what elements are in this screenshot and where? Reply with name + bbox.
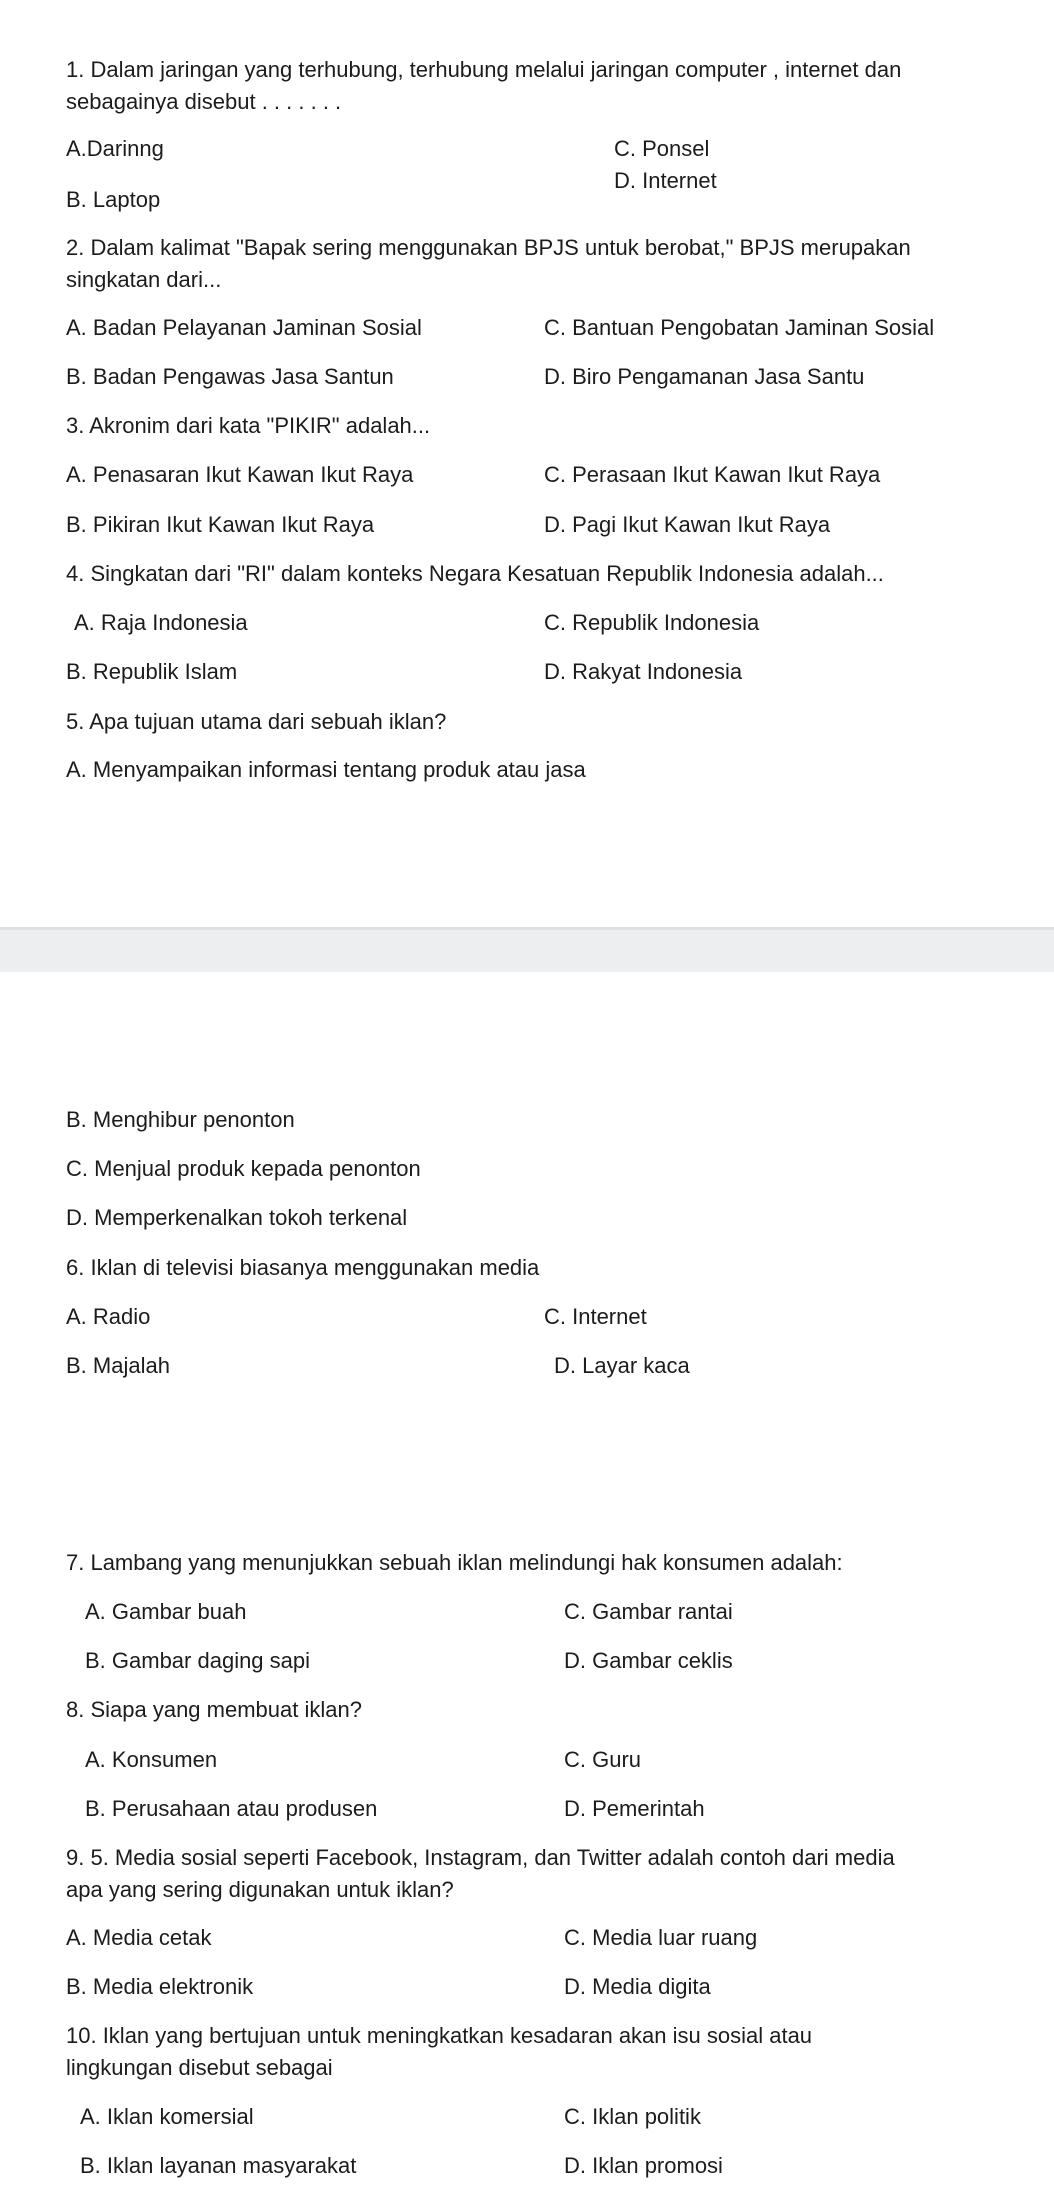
question-4-option-b: B. Republik Islam	[66, 659, 238, 684]
question-4-text: 4. Singkatan dari "RI" dalam konteks Negara Kesatuan Republik Indonesia adalah...	[66, 561, 884, 586]
question-10-text-cont: lingkungan disebut sebagai	[66, 2055, 333, 2080]
question-2-option-b: B. Badan Pengawas Jasa Santun	[66, 364, 394, 389]
question-1-option-b: B. Laptop	[66, 187, 161, 212]
question-7-text: 7. Lambang yang menunjukkan sebuah iklan melindungi hak konsumen adalah:	[66, 1550, 843, 1575]
question-7-option-a: A. Gambar buah	[85, 1599, 247, 1624]
question-4-option-a: A. Raja Indonesia	[74, 610, 248, 635]
question-9-option-a: A. Media cetak	[66, 1925, 212, 1950]
question-10-option-c: C. Iklan politik	[564, 2104, 701, 2129]
question-1-option-c: C. Ponsel	[614, 136, 710, 161]
question-10-option-d: D. Iklan promosi	[564, 2153, 723, 2178]
question-6-option-c: C. Internet	[544, 1304, 647, 1329]
question-10-option-a: A. Iklan komersial	[80, 2104, 254, 2129]
question-9-option-d: D. Media digita	[564, 1974, 711, 1999]
question-3-option-c: C. Perasaan Ikut Kawan Ikut Raya	[544, 462, 881, 487]
question-2-text: 2. Dalam kalimat "Bapak sering menggunakan BPJS untuk berobat," BPJS merupakan	[66, 235, 911, 260]
question-1-text-cont: sebagainya disebut . . . . . . .	[66, 89, 342, 114]
question-7-option-d: D. Gambar ceklis	[564, 1648, 733, 1673]
question-5-option-d: D. Memperkenalkan tokoh terkenal	[66, 1205, 408, 1230]
question-7-option-c: C. Gambar rantai	[564, 1599, 733, 1624]
question-4-option-c: C. Republik Indonesia	[544, 610, 760, 635]
question-6-text: 6. Iklan di televisi biasanya menggunakan media	[66, 1255, 540, 1280]
question-4-option-d: D. Rakyat Indonesia	[544, 659, 743, 684]
question-3-option-d: D. Pagi Ikut Kawan Ikut Raya	[544, 512, 831, 537]
question-3-option-b: B. Pikiran Ikut Kawan Ikut Raya	[66, 512, 375, 537]
question-2-option-a: A. Badan Pelayanan Jaminan Sosial	[66, 315, 422, 340]
question-10-option-b: B. Iklan layanan masyarakat	[80, 2153, 357, 2178]
question-8-option-c: C. Guru	[564, 1747, 642, 1772]
question-6-option-d: D. Layar kaca	[554, 1353, 690, 1378]
question-3-text: 3. Akronim dari kata "PIKIR" adalah...	[66, 413, 431, 438]
page-break-divider	[0, 927, 1054, 972]
question-6-option-b: B. Majalah	[66, 1353, 170, 1378]
question-1-option-d: D. Internet	[614, 168, 717, 193]
question-5-option-b: B. Menghibur penonton	[66, 1107, 295, 1132]
question-9-text-cont: apa yang sering digunakan untuk iklan?	[66, 1877, 454, 1902]
question-9-option-b: B. Media elektronik	[66, 1974, 254, 1999]
question-9-option-c: C. Media luar ruang	[564, 1925, 758, 1950]
question-8-option-a: A. Konsumen	[85, 1747, 218, 1772]
question-3-option-a: A. Penasaran Ikut Kawan Ikut Raya	[66, 462, 414, 487]
question-8-text: 8. Siapa yang membuat iklan?	[66, 1697, 362, 1722]
question-6-option-a: A. Radio	[66, 1304, 151, 1329]
question-5-option-a: A. Menyampaikan informasi tentang produk atau jasa	[66, 757, 586, 782]
question-9-text: 9. 5. Media sosial seperti Facebook, Instagram, dan Twitter adalah contoh dari media	[66, 1845, 895, 1870]
question-5-text: 5. Apa tujuan utama dari sebuah iklan?	[66, 709, 447, 734]
question-8-option-d: D. Pemerintah	[564, 1796, 705, 1821]
question-8-option-b: B. Perusahaan atau produsen	[85, 1796, 378, 1821]
question-1-option-a: A.Darinng	[66, 136, 164, 161]
question-5-option-c: C. Menjual produk kepada penonton	[66, 1156, 421, 1181]
question-2-option-c: C. Bantuan Pengobatan Jaminan Sosial	[544, 315, 935, 340]
question-7-option-b: B. Gambar daging sapi	[85, 1648, 311, 1673]
question-10-text: 10. Iklan yang bertujuan untuk meningkatkan kesadaran akan isu sosial atau	[66, 2023, 813, 2048]
question-2-option-d: D. Biro Pengamanan Jasa Santu	[544, 364, 865, 389]
question-2-text-cont: singkatan dari...	[66, 267, 222, 292]
question-1-text: 1. Dalam jaringan yang terhubung, terhubung melalui jaringan computer , internet dan	[66, 57, 902, 82]
